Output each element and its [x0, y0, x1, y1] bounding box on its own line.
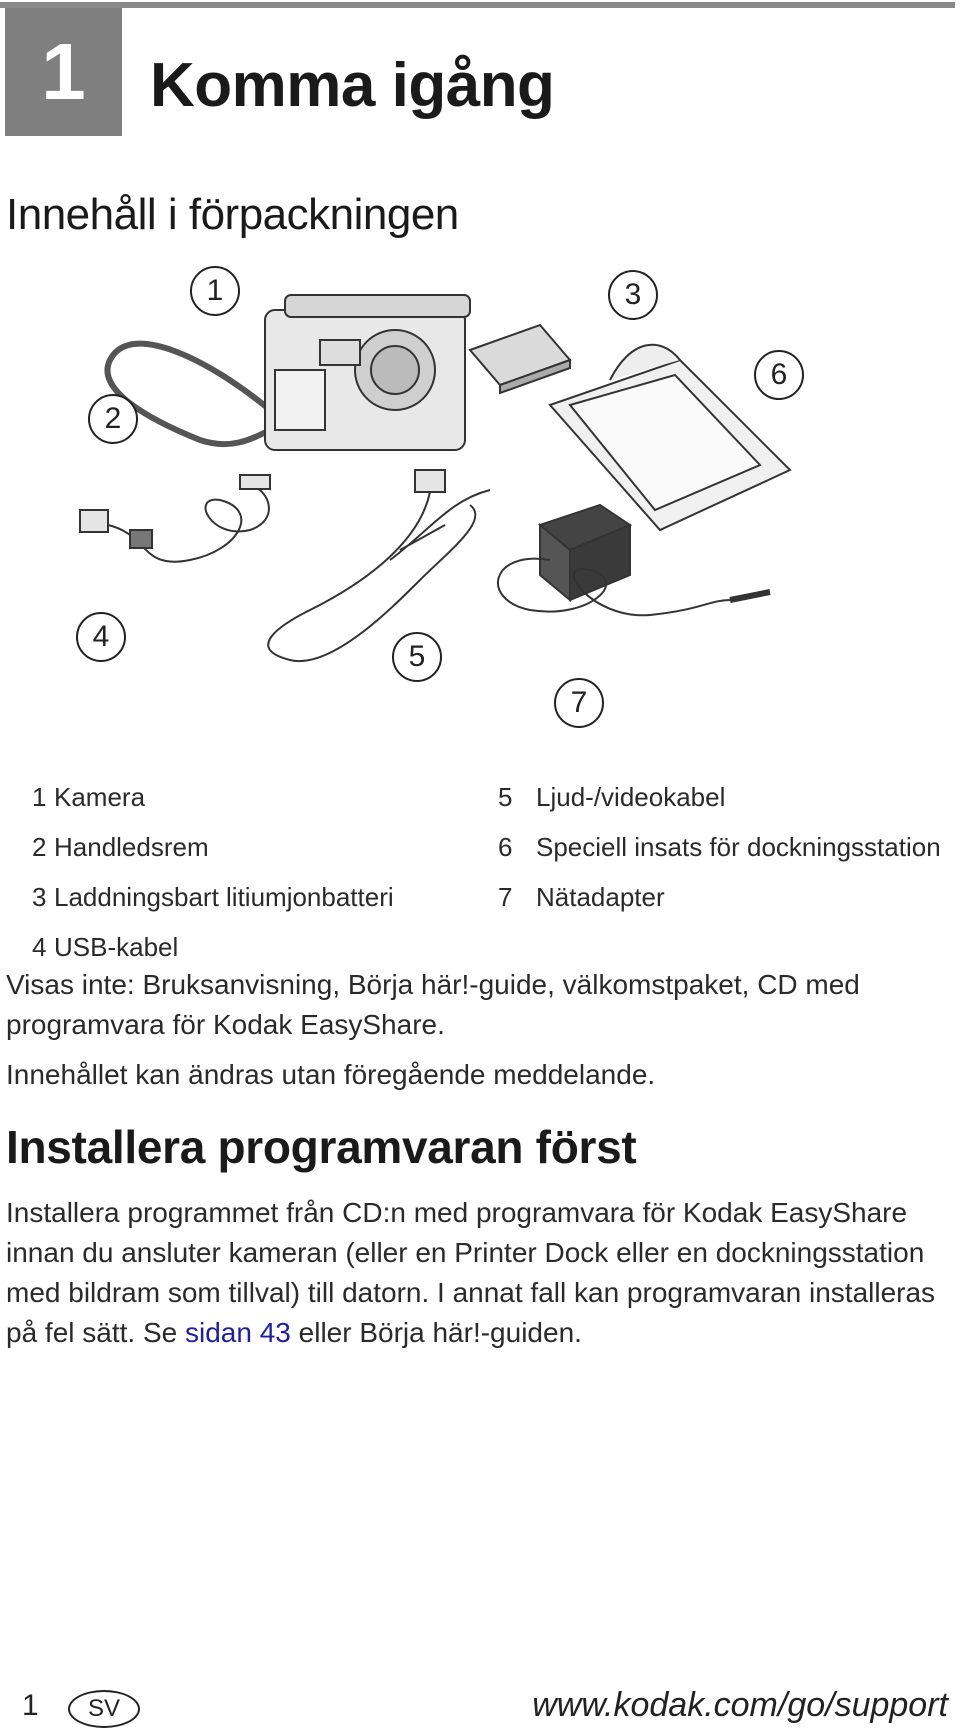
note-contents-change: Innehållet kan ändras utan föregående meddelande. [6, 1059, 656, 1090]
chapter-number-box [5, 8, 122, 136]
legend-item [498, 822, 948, 872]
legend-label: Speciell insats för dockningsstation [536, 831, 941, 862]
legend-number: 1 [32, 781, 47, 812]
usb-cable-drawing [80, 475, 270, 562]
legend-item [6, 872, 486, 922]
legend-label: Kamera [54, 781, 146, 812]
package-illustration [70, 280, 890, 730]
install-text: Installera programmet från CD:n med programvara för Kodak EasyShare innan du ansluter kameran (eller en Printer Dock eller en dockningsstation med bildram som tillval) till datorn. I annat fall kan programvaran installeras på fel sätt. Se [6, 1197, 936, 1348]
legend-label: Nätadapter [536, 881, 665, 912]
note-not-shown: Visas inte: Bruksanvisning, Börja här!-guide, välkomstpaket, CD med programvara för Kodak EasyShare. [6, 969, 860, 1040]
legend-right [498, 772, 948, 922]
av-cable-drawing [268, 470, 490, 661]
page-number: 1 [22, 1689, 39, 1722]
legend-number: 7 [498, 881, 513, 912]
callout-4: 4 [76, 612, 126, 662]
callout-3: 3 [608, 270, 658, 320]
language-badge: SV [68, 1690, 140, 1728]
camera-drawing [265, 295, 470, 450]
legend-left [6, 772, 486, 972]
legend-label: Handledsrem [54, 831, 209, 862]
section-title-contents: Innehåll i förpackningen [6, 190, 459, 239]
legend-item [498, 872, 948, 922]
section-title-install: Installera programvaran först [6, 1121, 637, 1173]
legend-label: Laddningsbart litiumjonbatteri [54, 881, 394, 912]
legend-number: 2 [32, 831, 47, 862]
chapter-title: Komma igång [150, 51, 555, 120]
callout-2: 2 [88, 394, 138, 444]
callout-6: 6 [754, 350, 804, 400]
battery-drawing [470, 325, 570, 393]
package-contents-figure [70, 274, 890, 730]
chapter-number: 1 [41, 27, 86, 116]
legend-item [6, 822, 486, 872]
support-url[interactable]: www.kodak.com/go/support [532, 1686, 948, 1724]
legend-number: 5 [498, 781, 513, 812]
legend-item [6, 772, 486, 822]
callout-1: 1 [190, 266, 240, 316]
callout-7: 7 [554, 678, 604, 728]
top-rule [0, 2, 955, 8]
legend-item [498, 772, 948, 822]
ac-adapter-drawing [498, 505, 770, 615]
legend-label: USB-kabel [54, 931, 179, 962]
page-43-link[interactable]: sidan 43 [185, 1317, 291, 1348]
legend-number: 6 [498, 831, 513, 862]
install-paragraph [6, 1193, 951, 1353]
legend-number: 3 [32, 881, 47, 912]
legend-label: Ljud-/videokabel [536, 781, 726, 812]
install-text-end: eller Börja här!-guiden. [290, 1317, 582, 1348]
callout-5: 5 [392, 632, 442, 682]
legend-number: 4 [32, 931, 47, 962]
